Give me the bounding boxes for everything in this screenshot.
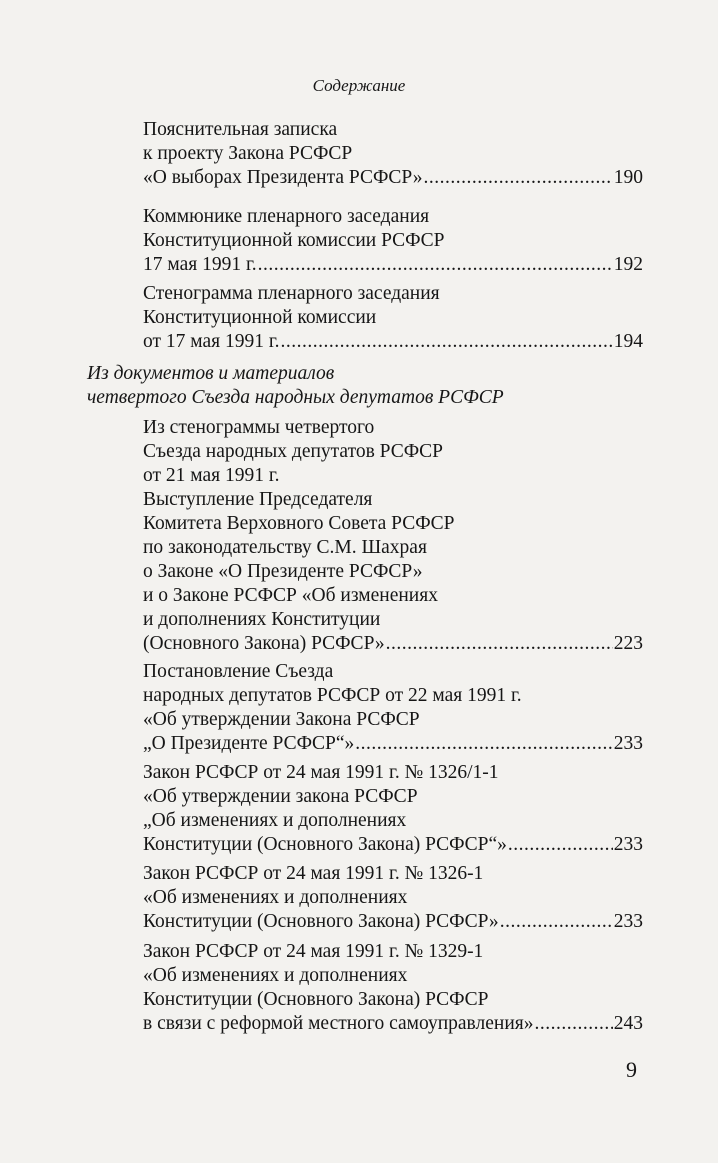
entry-line: Конституции (Основного Закона) РСФСР	[143, 989, 489, 1010]
entry-line: «Об утверждении Закона РСФСР	[143, 709, 420, 730]
entry-last-line	[143, 330, 643, 354]
entry-line: Пояснительная записка	[143, 119, 338, 140]
page-ref: 243	[613, 1013, 643, 1034]
entry-last-line	[143, 910, 643, 934]
entry-line: к проекту Закона РСФСР	[143, 143, 353, 164]
running-header: Содержание	[312, 76, 406, 95]
entry-line: народных депутатов РСФСР от 22 мая 1991 г.	[143, 685, 522, 706]
entry-line: Выступление Председателя	[143, 489, 373, 510]
section-title	[87, 362, 647, 410]
entry-line: Конституционной комиссии РСФСР	[143, 230, 445, 251]
section-title-line: Из документов и материалов	[87, 363, 335, 384]
entry-line: о Законе «О Президенте РСФСР»	[143, 561, 423, 582]
toc-entry	[143, 205, 643, 277]
entry-line: Конституционной комиссии	[143, 307, 377, 328]
entry-last-line	[143, 1012, 643, 1036]
page-ref: 194	[613, 331, 643, 352]
toc-entry	[143, 118, 643, 190]
toc-entry	[143, 940, 643, 1036]
dot-leader	[386, 632, 613, 656]
page-number: 9	[626, 1057, 637, 1082]
toc-entry	[143, 761, 643, 857]
entry-line: Закон РСФСР от 24 мая 1991 г. № 1326/1-1	[143, 762, 499, 783]
entry-line: Комитета Верховного Совета РСФСР	[143, 513, 455, 534]
page-ref: 233	[613, 834, 643, 855]
entry-line: в связи с реформой местного самоуправления»	[143, 1013, 534, 1034]
entry-line: «Об изменениях и дополнениях	[143, 965, 408, 986]
page-ref: 223	[613, 633, 643, 654]
entry-line: Постановление Съезда	[143, 661, 334, 682]
entry-line: «О выборах Президента РСФСР»	[143, 167, 423, 188]
entry-last-line	[143, 732, 643, 756]
entry-line: 17 мая 1991 г.	[143, 254, 257, 275]
entry-line: от 21 мая 1991 г.	[143, 465, 280, 486]
dot-leader	[423, 166, 612, 190]
entry-last-line	[143, 166, 643, 190]
dot-leader	[281, 330, 613, 354]
entry-line: Съезда народных депутатов РСФСР	[143, 441, 444, 462]
dot-leader	[508, 833, 613, 857]
entry-line: и о Законе РСФСР «Об изменениях	[143, 585, 438, 606]
toc-entry	[143, 282, 643, 354]
page-ref: 233	[613, 733, 643, 754]
page-ref: 192	[613, 254, 643, 275]
entry-line: Закон РСФСР от 24 мая 1991 г. № 1326-1	[143, 863, 484, 884]
dot-leader	[355, 732, 612, 756]
entry-last-line	[143, 253, 643, 277]
entry-line: «Об утверждении закона РСФСР	[143, 786, 418, 807]
entry-line: Из стенограммы четвертого	[143, 417, 375, 438]
page-ref: 190	[613, 167, 643, 188]
entry-line: Закон РСФСР от 24 мая 1991 г. № 1329-1	[143, 941, 484, 962]
entry-line: Стенограмма пленарного заседания	[143, 283, 440, 304]
section-title-line: четвертого Съезда народных депутатов РСФСР	[87, 387, 504, 408]
entry-line: Конституции (Основного Закона) РСФСР“»	[143, 834, 507, 855]
entry-line: от 17 мая 1991 г.	[143, 331, 280, 352]
page-ref: 233	[613, 911, 643, 932]
entry-line: „Об изменениях и дополнениях	[143, 810, 407, 831]
entry-line: Коммюнике пленарного заседания	[143, 206, 430, 227]
dot-leader	[258, 253, 613, 277]
dot-leader	[500, 910, 613, 934]
dot-leader	[534, 1012, 612, 1036]
entry-last-line	[143, 632, 643, 656]
entry-last-line	[143, 833, 643, 857]
entry-line: по законодательству С.М. Шахрая	[143, 537, 427, 558]
entry-line: Конституции (Основного Закона) РСФСР»	[143, 911, 499, 932]
toc-entry	[143, 862, 643, 934]
toc-entry	[143, 660, 643, 756]
entry-line: (Основного Закона) РСФСР»	[143, 633, 385, 654]
entry-line: и дополнениях Конституции	[143, 609, 381, 630]
entry-line: „О Президенте РСФСР“»	[143, 733, 355, 754]
entry-line: «Об изменениях и дополнениях	[143, 887, 408, 908]
toc-entry	[143, 416, 643, 656]
